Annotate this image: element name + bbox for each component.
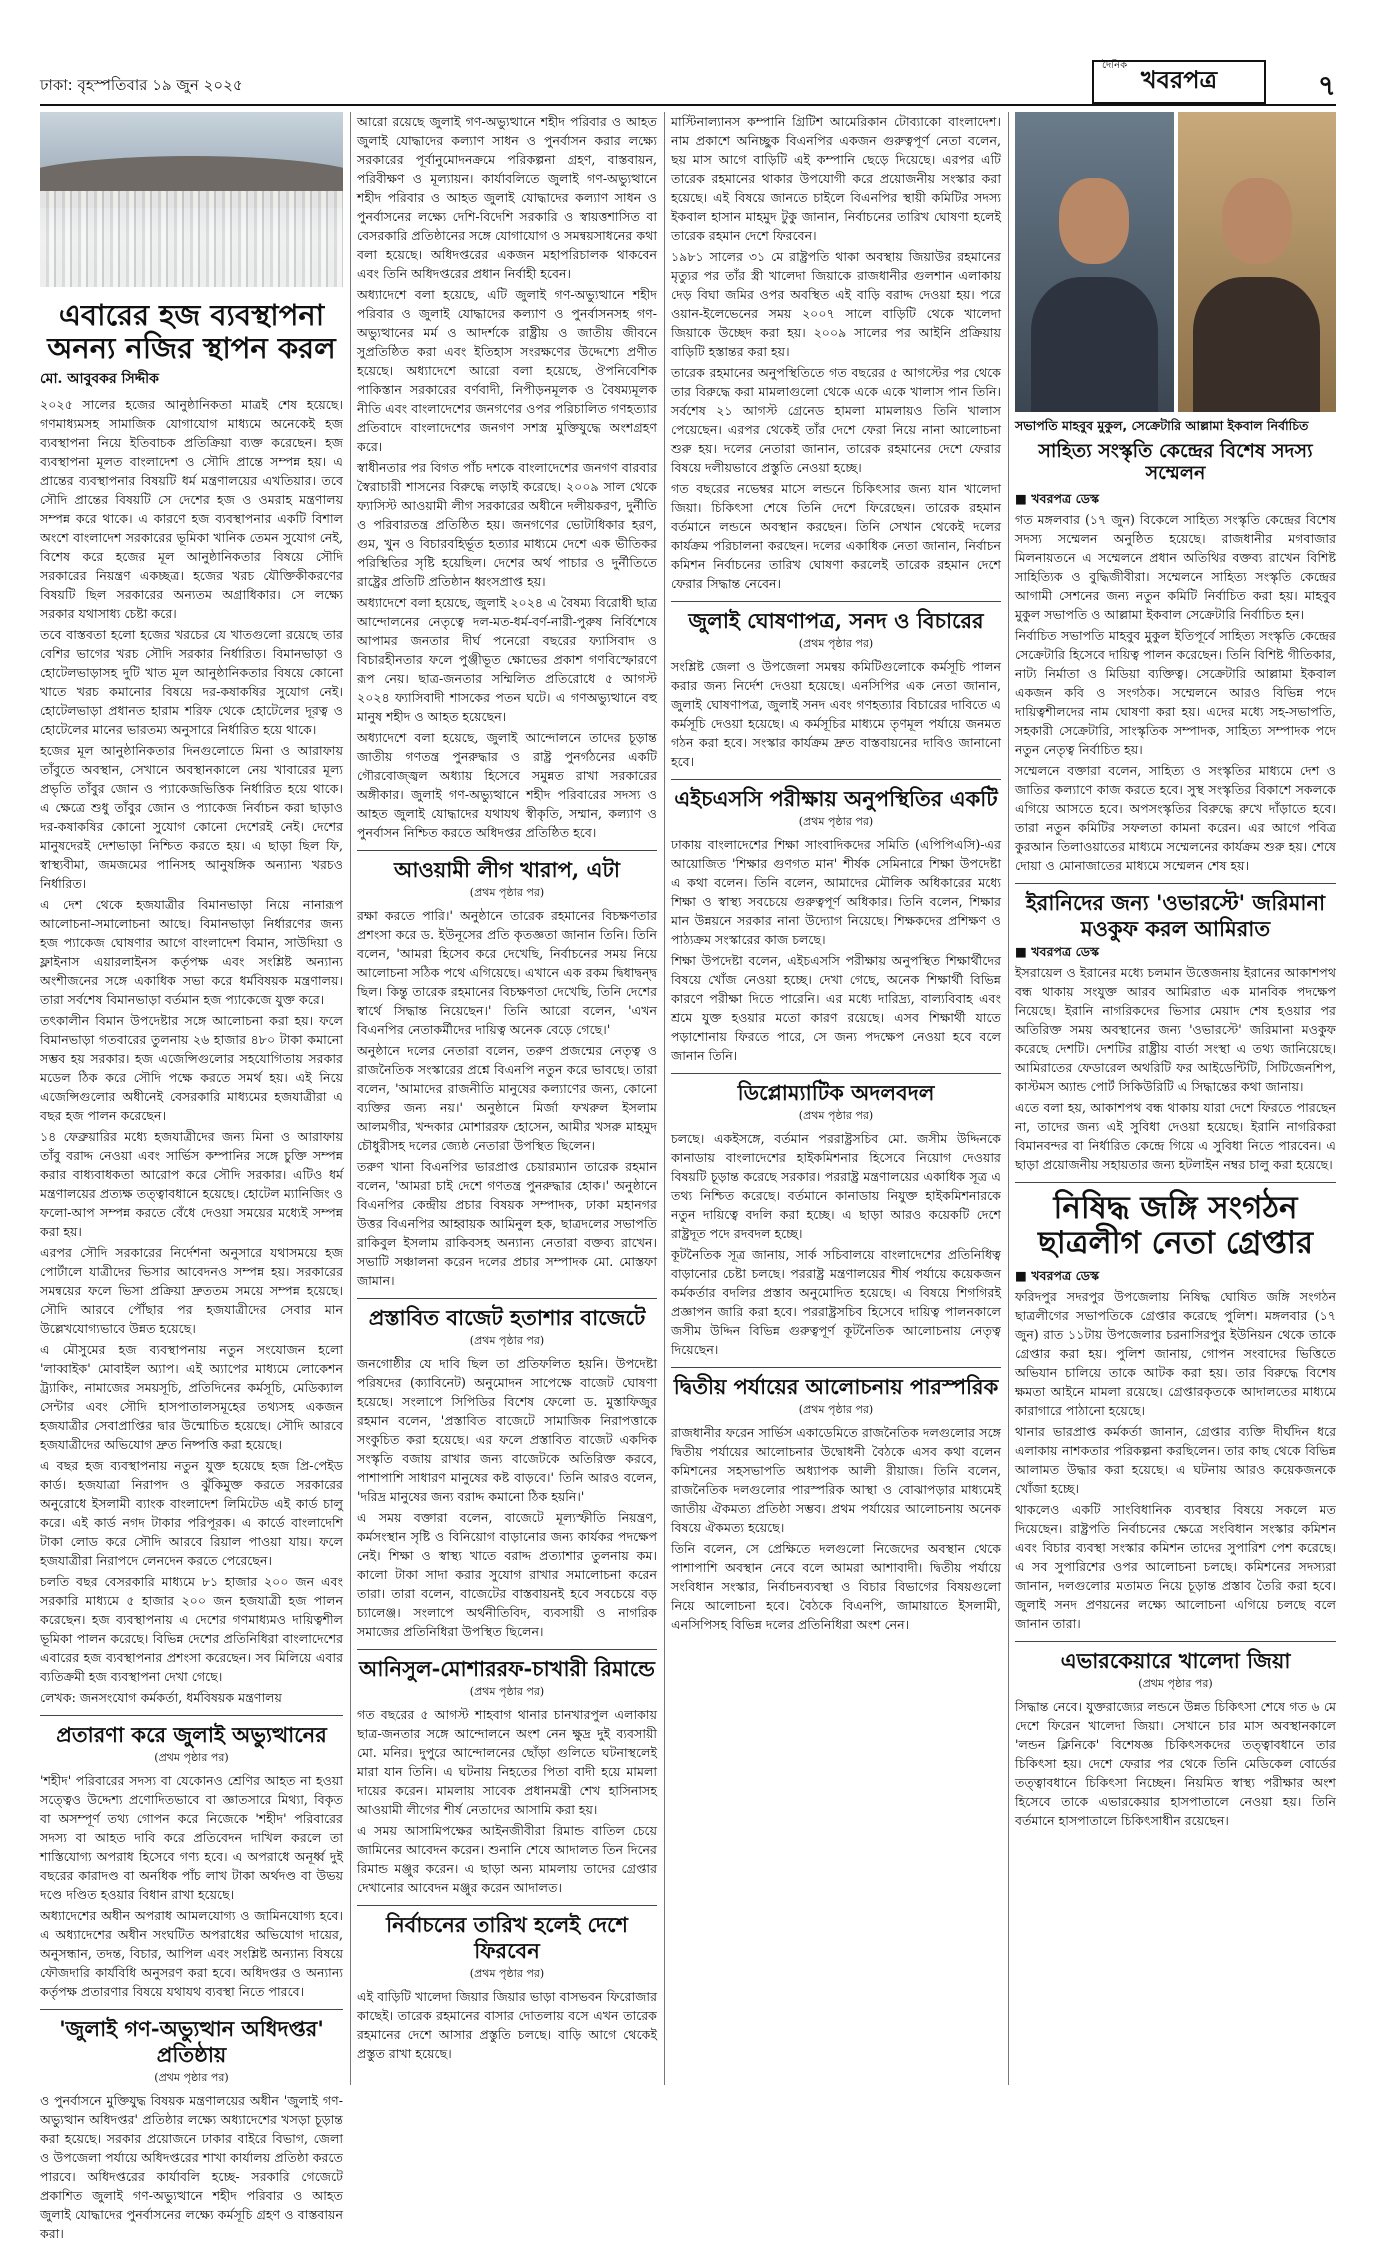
photo-caption: সভাপতি মাহবুব মুকুল, সেক্রেটারি আল্লামা ইকবাল নির্বাচিত — [1015, 418, 1309, 433]
article-text: শিক্ষা উপদেষ্টা বলেন, এইচএসসি পরীক্ষায় অনুপস্থিত শিক্ষার্থীদের বিষয়ে খোঁজ নেওয়া হচ্ছে। দেখা গেছে, অনেক শিক্ষার্থী বিভিন্ন কারণে পরীক্ষা দিতে পারেনি। এর মধ্যে দারিদ্র্য, বাল্যবিবাহ এবং শ্রমে যুক্ত হওয়ার মতো কারণ রয়েছে। এসব শিক্ষার্থী যাতে পড়াশোনায় ফিরতে পারে, সে জন্য পদক্ষেপ নেওয়া হবে বলে জানান তিনি। — [671, 953, 1001, 1063]
article-text: চলছে। একইসঙ্গে, বর্তমান পররাষ্ট্রসচিব মো. জসীম উদ্দিনকে কানাডায় বাংলাদেশের হাইকমিশনার হিসেবে নিয়োগ দেওয়ার বিষয়টি চূড়ান্ত করেছে সরকার। পররাষ্ট্র মন্ত্রণালয়ের একাধিক সূত্র এ তথ্য নিশ্চিত করেছে। বর্তমানে কানাডায় নিযুক্ত হাইকমিশনারকে নতুন দায়িত্বে বদলি করা হচ্ছে। এ ছাড়া আরও কয়েকটি দেশে রাষ্ট্রদূত পদে রদবদল হচ্ছে। — [671, 1131, 1001, 1241]
continuation-note: (প্রথম পৃষ্ঠার পর) — [798, 637, 874, 650]
photo-person-1 — [1015, 112, 1174, 412]
article-text: গত বছরের নভেম্বর মাসে লন্ডনে চিকিৎসার জন্য যান খালেদা জিয়া। চিকিৎসা শেষে তিনি দেশে ফিরেছেন। তারেক রহমান বর্তমানে লন্ডনে অবস্থান করছেন। তিনি সেখান থেকেই দলের কার্যক্রম পরিচালনা করছেন। দলের একাধিক নেতা জানান, নির্বাচন কমিশন নির্বাচনের তারিখ ঘোষণা করলেই তারেক রহমান দেশে ফেরার সিদ্ধান্ত নেবেন। — [671, 481, 1001, 591]
article-text: তৎকালীন বিমান উপদেষ্টার সঙ্গে আলোচনা করা হয়। ফলে বিমানভাড়া গতবারের তুলনায় ২৬ হাজার ৪৮০ টাকা কমানো সম্ভব হয় সরকার। হজ এজেন্সিগুলোর সহযোগিতায় সরকার মডেল ঠিক করে সৌদি পক্ষে করতে সমর্থ হয়। এই নিয়ে এজেন্সিগুলোর অধীনেই বেসরকারি মাধ্যমের হজযাত্রীরা এ বছর হজ পালন করেছেন। — [40, 1012, 343, 1123]
article-text: সিদ্ধান্ত নেবে। যুক্তরাজ্যের লন্ডনে উন্নত চিকিৎসা শেষে গত ৬ মে দেশে ফিরেন খালেদা জিয়া। সেখানে চার মাস অবস্থানকালে 'লন্ডন ক্লিনিকে' বিশেষজ্ঞ চিকিৎসকদের তত্ত্বাবধানে তার চিকিৎসা হয়। দেশে ফেরার পর থেকে তিনি মেডিকেল বোর্ডের তত্ত্বাবধানে চিকিৎসা নিচ্ছেন। নিয়মিত স্বাস্থ্য পরীক্ষার অংশ হিসেবে তাকে এভারকেয়ার হাসপাতালে নেওয়া হয়। তিনি বর্তমানে হাসপাতালে চিকিৎসাধীন রয়েছেন। — [1015, 1698, 1336, 1828]
article-text: ২০২৫ সালের হজের আনুষ্ঠানিকতা মাত্রই শেষ হয়েছে। গণমাধ্যমসহ সামাজিক যোগাযোগ মাধ্যমে অনেকেই হজ ব্যবস্থাপনা নিয়ে ইতিবাচক প্রতিক্রিয়া ব্যক্ত করেছেন। হজ ব্যবস্থাপনা মূলত বাংলাদেশ ও সৌদি প্রান্তে সম্পন্ন হয়। এ প্রান্তের ব্যবস্থাপনার বিষয়টি ধর্ম মন্ত্রণালয়ের এখতিয়ার। তবে সৌদি প্রান্তের বিষয়টি সে দেশের হজ ও ওমরাহ মন্ত্রণালয় সম্পন্ন করে থাকে। এ কারণে হজ ব্যবস্থাপনার একটি বিশাল অংশে বাংলাদেশ সরকারের ভূমিকা খানিক তেমন সুযোগ নেই, বিশেষ করে হজের মূল আনুষ্ঠানিকতার বিষয়ে সৌদি সরকারের নিয়ন্ত্রণ একচ্ছত্র। হজের খরচ যৌক্তিকীকরণের বিষয়টি ছিল সরকারের অন্যতম অগ্রাধিকার। সে লক্ষ্যে সরকার যথাসাধ্য চেষ্টা করে। — [40, 396, 343, 621]
headline-july-charter: জুলাই ঘোষণাপত্র, সনদ ও বিচারের — [671, 601, 1001, 634]
article-text: তরুণ খানা বিএনপির ভারপ্রাপ্ত চেয়ারম্যান তারেক রহমান বলেন, 'আমরা চাই দেশে গণতন্ত্র পুনরুদ্ধার হোক।' অনুষ্ঠানে বিএনপির কেন্দ্রীয় প্রচার বিষয়ক সম্পাদক, ঢাকা মহানগর উত্তর বিএনপির আহ্বায়ক আমিনুল হক, ছাত্রদলের সভাপতি রাকিবুল ইসলাম রাকিবসহ অন্যান্য নেতারা বক্তব্য রাখেন। সভাটি সঞ্চালনা করেন দলের প্রচার সম্পাদক মো. মোস্তফা জামান। — [357, 1159, 657, 1288]
continuation-note: (প্রথম পৃষ্ঠার পর) — [469, 1967, 545, 1980]
officials-photo — [1015, 112, 1336, 412]
article-text: এই বাড়িটি খালেদা জিয়ার জিয়ার ভাড়া বাসভবন ফিরোজার কাছেই। তারেক রহমানের বাসার দোতলায় বসে এখন তারেক রহমানের দেশে আসার প্রস্তুতি চলছে। বাড়ি আগে থেকেই প্রস্তুত রাখা হয়েছে। — [357, 1989, 657, 2061]
hajj-headline-line2: অনন্য নজির স্থাপন করল — [47, 331, 336, 366]
article-text: ঢাকায় বাংলাদেশের শিক্ষা সাংবাদিকদের সমিতি (এপিপিএসি)-এর আয়োজিত 'শিক্ষার গুণগত মান' শীর্ষক সেমিনারে শিক্ষা উপদেষ্টা এ কথা বলেন। তিনি বলেন, আমাদের মৌলিক অধিকারের মধ্যে শিক্ষা ও স্বাস্থ্য সবচেয়ে গুরুত্বপূর্ণ অধিকার। তিনি বলেন, শিক্ষার মান উন্নয়নে সরকার নানা উদ্যোগ নিয়েছে। শিক্ষকদের প্রশিক্ষণ ও পাঠ্যক্রম সংস্কারের কাজ চলছে। — [671, 837, 1001, 947]
article-text: রক্ষা করতে পারি।' অনুষ্ঠানে তারেক রহমানের বিচক্ষণতার প্রশংসা করে ড. ইউনূসের প্রতি কৃতজ্ঞতা জানান তিনি। তিনি বলেন, 'আমরা হিসেব করে দেখেছি, নির্বাচনের সময় নিয়ে আলোচনা সঠিক পথে এগিয়েছে। এখানে এক রকম দ্বিধাদ্বন্দ্ব ছিল। কিন্তু তারেক রহমানের বিচক্ষণতা দেখেছি, তিনি দেশের স্বার্থে সিদ্ধান্ত নিয়েছেন।' তিনি আরো বলেন, 'এখন বিএনপির নেতাকর্মীদের দায়িত্ব অনেক বেড়ে গেছে।' — [357, 908, 657, 1037]
author-note: লেখক: জনসংযোগ কর্মকর্তা, ধর্মবিষয়ক মন্ত্রণালয় — [40, 1689, 282, 1705]
article-text: 'শহীদ' পরিবারের সদস্য বা যেকোনও শ্রেণির আহত না হওয়া সত্ত্বেও উদ্দেশ্য প্রণোদিতভাবে বা জ্ঞাতসারে মিথ্যা, বিকৃত বা অসম্পূর্ণ তথ্য গোপন করে নিজেকে 'শহীদ' পরিবারের সদস্য বা আহত দাবি করে প্রতিবেদন দাখিল করলে তা শাস্তিযোগ্য অপরাধ হিসেবে গণ্য হবে। এ অপরাধে অনূর্ধ্ব দুই বছরের কারাদণ্ড বা অনধিক পাঁচ লাখ টাকা অর্থদণ্ড বা উভয় দণ্ডে দণ্ডিত হওয়ার বিধান রাখা হয়েছে। — [40, 1772, 343, 1902]
dateline: ঢাকা: বৃহস্পতিবার ১৯ জুন ২০২৫ — [40, 76, 243, 94]
article-text: ১৯৮১ সালের ৩১ মে রাষ্ট্রপতি থাকা অবস্থায় জিয়াউর রহমানের মৃত্যুর পর তাঁর স্ত্রী খালেদা জিয়াকে রাজধানীর গুলশান এলাকায় দেড় বিঘা জমির ওপর অবস্থিত এই বাড়ি বরাদ্দ দেওয়া হয়। পরে ওয়ান-ইলেভেনের সময় ২০০৭ সালে বাড়িটি থেকে খালেদা জিয়াকে উচ্ছেদ করা হয়। ২০০৯ সালের পর আইনি প্রক্রিয়ায় বাড়িটি হস্তান্তর করা হয়। — [671, 249, 1001, 359]
headline-return: নির্বাচনের তারিখ হলেই দেশে ফিরবেন — [357, 1905, 657, 1964]
article-text: ১৪ ফেব্রুয়ারির মধ্যে হজযাত্রীদের জন্য মিনা ও আরাফায় তাঁবু বরাদ্দ নেওয়া এবং সার্ভিস কম্পানির সঙ্গে চুক্তি সম্পন্ন করার বাধ্যবাধকতা আরোপ করে সৌদি সরকার। এটিও ধর্ম মন্ত্রণালয়ের প্রত্যক্ষ তত্ত্বাবধানে হয়েছে। হোটেল ম্যানিজিং ও ফলো-আপ সম্পন্ন করতে বেঁধে দেওয়া সময়ের মধ্যেই সম্পন্ন করা হয়। — [40, 1128, 343, 1239]
column-divider — [1008, 112, 1009, 2085]
headline-arrest — [1015, 1182, 1336, 1262]
photo-crowd — [40, 191, 343, 287]
article-text: জনগোষ্ঠীর যে দাবি ছিল তা প্রতিফলিত হয়নি। উপদেষ্টা পরিষদের (ক্যাবিনেট) অনুমোদন সাপেক্ষে বাজেট ঘোষণা হয়েছে। সংলাপে সিপিডির বিশেষ ফেলো ড. মুস্তাফিজুর রহমান বলেন, 'প্রস্তাবিত বাজেটে সামাজিক নিরাপত্তাকে সংকুচিত করা হয়েছে। এর ফলে প্রস্তাবিত বাজেট একদিক সংস্কৃতি বজায় রাখার জন্য বাজেটকে অতিরিক্ত করবে, পাশাপাশি সাধারণ মানুষের কষ্ট বাড়বে।' তিনি আরও বলেন, 'দরিদ্র মানুষের জন্য বরাদ্দ কমানো ঠিক হয়নি।' — [357, 1356, 657, 1504]
masthead — [1092, 60, 1266, 104]
headline-remand: আনিসুল-মোশাররফ-চাখারী রিমান্ডে — [357, 1649, 657, 1682]
person-head — [1059, 178, 1129, 264]
headline-awami-league: আওয়ামী লীগ খারাপ, এটা — [357, 850, 657, 883]
headline-directorate: 'জুলাই গণ-অভ্যুত্থান অধিদপ্তর' প্রতিষ্ঠায় — [40, 2009, 343, 2068]
page-number: ৭ — [1317, 69, 1336, 102]
article-text: এ বছর হজ ব্যবস্থাপনায় নতুন যুক্ত হয়েছে হজ প্রি-পেইড কার্ড। হজযাত্রা নিরাপদ ও ঝুঁকিমুক্ত করতে সরকারের অনুরোধে ইসলামী ব্যাংক বাংলাদেশ লিমিটেড এই কার্ড চালু করে। এই কার্ড নগদ টাকার পরিপূরক। এ কার্ডে বাংলাদেশি টাকা লোড করে সৌদি আরবে রিয়াল পাওয়া যায়। ফলে হজযাত্রীরা নিরাপদে লেনদেন করতে পেরেছেন। — [40, 1457, 343, 1568]
hajj-photo — [40, 112, 343, 287]
article-text: এরপর সৌদি সরকারের নির্দেশনা অনুসারে যথাসময়ে হজ পোর্টালে যাত্রীদের ভিসার আবেদনও সম্পন্ন হয়। সরকারের সমন্বয়ের ফলে ভিসা প্রক্রিয়া দ্রুততম সময়ে সম্পন্ন হয়েছে। সৌদি আরবে পৌঁছার পর হজযাত্রীদের সেবার মান উল্লেখযোগ্যভাবে উন্নত হয়েছে। — [40, 1244, 343, 1336]
masthead-small: দৈনিক — [1102, 60, 1128, 71]
headline-arrest-line2: ছাত্রলীগ নেতা গ্রেপ্তার — [1037, 1225, 1314, 1262]
headline-budget: প্রস্তাবিত বাজেট হতাশার বাজেটে — [357, 1298, 657, 1331]
article-text: সম্মেলনে বক্তারা বলেন, সাহিত্য ও সংস্কৃতির মাধ্যমে দেশ ও জাতির কল্যাণে কাজ করতে হবে। সুস্থ সংস্কৃতির বিকাশে সকলকে এগিয়ে আসতে হবে। অপসংস্কৃতির বিরুদ্ধে রুখে দাঁড়াতে হবে। তারা নতুন কমিটির সফলতা কামনা করেন। এর আগে পবিত্র কুরআন তিলাওয়াতের মাধ্যমে সম্মেলনের কার্যক্রম শুরু হয়। শেষে দোয়া ও মোনাজাতের মাধ্যমে সম্মেলন শেষ হয়। — [1015, 762, 1336, 873]
article-text: স্বাধীনতার পর বিগত পাঁচ দশকে বাংলাদেশের জনগণ বারবার স্বৈরাচারী শাসনের বিরুদ্ধে লড়াই করেছে। ২০০৯ সাল থেকে ফ্যাসিস্ট আওয়ামী লীগ সরকারের অধীনে দলীয়করণ, দুর্নীতি ও পরিবারতন্ত্র প্রতিষ্ঠিত হয়। জনগণের ভোটাধিকার হরণ, গুম, খুন ও বিচারবহির্ভূত হত্যার মাধ্যমে দেশে এক ভীতিকর পরিস্থিতির সৃষ্টি হয়েছিল। দেশের অর্থ পাচার ও দুর্নীতিতে রাষ্ট্রের প্রতিটি প্রতিষ্ঠান ধ্বংসপ্রাপ্ত হয়। — [357, 460, 657, 589]
continuation-note: (প্রথম পৃষ্ঠার পর) — [469, 1334, 545, 1347]
headline-hsc: এইচএসসি পরীক্ষায় অনুপস্থিতির একটি — [671, 779, 1001, 812]
article-text: অধ্যাদেশে বলা হয়েছে, জুলাই ২০২৪ এ বৈষম্য বিরোধী ছাত্র আন্দোলনের নেতৃত্বে দল-মত-ধর্ম-বর্ণ-নারী-পুরুষ নির্বিশেষে আপামর জনতার দীর্ঘ পনেরো বছরের ফ্যাসিবাদ ও বিচারহীনতার ফলে পুঞ্জীভূত ক্ষোভের প্রকাশ গণবিস্ফোরণে রূপ নেয়। ছাত্র-জনতার সম্মিলিত প্রতিরোধে ৫ আগস্ট ২০২৪ ফ্যাসিবাদী শাসকের পতন ঘটে। এ গণঅভ্যুত্থানে বহু মানুষ শহীদ ও আহত হয়েছেন। — [357, 595, 657, 724]
person-body — [1193, 277, 1320, 412]
person-body — [1031, 277, 1158, 412]
article-text: তারেক রহমানের অনুপস্থিতিতে গত বছরের ৫ আগস্টের পর থেকে তার বিরুদ্ধে করা মামলাগুলো থেকে একে একে খালাস পান তিনি। সর্বশেষ ২১ আগস্ট গ্রেনেড হামলা মামলায়ও তিনি খালাস পেয়েছেন। এরপর থেকেই তাঁর দেশে ফেরা নিয়ে নানা আলোচনা শুরু হয়। দলের নেতারা জানান, তারেক রহমানের দেশে ফেরার বিষয়ে দলীয়ভাবে প্রস্তুতি নেওয়া হচ্ছে। — [671, 365, 1001, 475]
headline-arrest-line1: নিষিদ্ধ জঙ্গি সংগঠন — [1053, 1189, 1298, 1226]
article-text: এ সময় আসামিপক্ষের আইনজীবীরা রিমান্ড বাতিল চেয়ে জামিনের আবেদন করেন। শুনানি শেষে আদালত তিন দিনের রিমান্ড মঞ্জুর করেন। এ ছাড়া অন্য মামলায় তাদের গ্রেপ্তার দেখানোর আবেদন মঞ্জুর করেন আদালত। — [357, 1823, 657, 1895]
headline-literature: সাহিত্য সংস্কৃতি কেন্দ্রের বিশেষ সদস্য সম্মেলন — [1038, 440, 1313, 484]
article-text: হজের মূল আনুষ্ঠানিকতার দিনগুলোতে মিনা ও আরাফায় তাঁবুতে অবস্থান, সেখানে অবস্থানকালে নেয় খাবারের মূল্য প্রভৃতি তাঁবুর জোন ও প্যাকেজভিত্তিক নির্ধারিত হয়ে থাকে। এ ক্ষেত্রে শুধু তাঁবুর জোন ও প্যাকেজ নির্বাচন করা ছাড়াও দর-কষাকষির কোনো সুযোগ কোনো দেশেরই নেই। দেশের মানুষদেরই দেশভাড়া নিশ্চিত করতে হয়। এ ছাড়া ছিল ফি, স্বাস্থ্যবীমা, জমজমের পানিসহ আনুষঙ্গিক অন্যান্য খরচও নির্ধারিত। — [40, 742, 343, 891]
article-text: তবে বাস্তবতা হলো হজের খরচের যে খাতগুলো রয়েছে তার বেশির ভাগের খরচ সৌদি সরকার নির্ধারিত। বিমানভাড়া ও হোটেলভাড়াসহ দুটি খাত মূল আনুষ্ঠানিকতার বিষয়ে কোনো খাতে খরচ কমানোর বিষয়ে দর-কষাকষির সুযোগ নেই। হোটেলভাড়া প্রধানত হারাম শরিফ থেকে হোটেলের দূরত্ব ও হোটেলের মানের ভারতম্য অনুসারে নির্ধারিত হয়ে থাকে। — [40, 626, 343, 737]
column-4 — [1015, 112, 1336, 1832]
masthead-title: খবরপত্র — [1140, 66, 1218, 94]
article-text: আরো রয়েছে জুলাই গণ-অভ্যুত্থানে শহীদ পরিবার ও আহত জুলাই যোদ্ধাদের কল্যাণ সাধন ও পুনর্বাসন করার লক্ষ্যে সরকারের পূর্বানুমোদনক্রমে পরিকল্পনা গ্রহণ, বাস্তবায়ন, পরিবীক্ষণ ও মূল্যায়ন। কার্যাবলিতে জুলাই গণ-অভ্যুত্থানে শহীদ পরিবার ও আহত জুলাই যোদ্ধাদের কল্যাণ সাধন ও পুনর্বাসনের লক্ষ্যে দেশি-বিদেশি সরকারি ও স্বায়ত্তশাসিত বা বেসরকারি প্রতিষ্ঠানের সঙ্গে যোগাযোগ ও সমন্বয়সাধনের কথা বলা হয়েছে। অধিদপ্তরের একজন মহাপরিচালক থাকবেন এবং তিনি অধিদপ্তরের প্রধান নির্বাহী হবেন। — [357, 114, 657, 281]
article-text: এতে বলা হয়, আকাশপথ বন্ধ থাকায় যারা দেশে ফিরতে পারছেন না, তাদের জন্য এই সুবিধা দেওয়া হয়েছে। ইরানি নাগরিকরা বিমানবন্দর বা নির্ধারিত কেন্দ্রে গিয়ে এ সুবিধা নিতে পারবেন। এ ছাড়া প্রয়োজনীয় সহায়তার জন্য হটলাইন নম্বর চালু করা হয়েছে। — [1015, 1099, 1336, 1172]
article-text: এ দেশ থেকে হজযাত্রীর বিমানভাড়া নিয়ে নানারূপ আলোচনা-সমালোচনা আছে। বিমানভাড়া নির্ধারণের জন্য হজ প্যাকেজ ঘোষণার আগে বাংলাদেশ বিমান, সাউদিয়া ও ফ্লাইনাস এয়ারলাইনস কর্তৃপক্ষ এবং সংশ্লিষ্ট অন্যান্য অংশীজনের সঙ্গে একাধিক সভা করে ধর্মবিষয়ক মন্ত্রণালয়। তারা সর্বশেষ বিমানভাড়া বর্তমান হজ প্যাকেজে যুক্ত করে। — [40, 896, 343, 1007]
continuation-note: (প্রথম পৃষ্ঠার পর) — [469, 1685, 545, 1698]
column-1 — [40, 112, 343, 2245]
person-head — [1222, 178, 1292, 264]
continuation-note: (প্রথম পৃষ্ঠার পর) — [154, 2070, 229, 2084]
article-text: ইসরায়েল ও ইরানের মধ্যে চলমান উত্তেজনায় ইরানের আকাশপথ বন্ধ থাকায় সংযুক্ত আরব আমিরাত এক মানবিক পদক্ষেপ নিয়েছে। ইরানি নাগরিকদের ভিসার মেয়াদ শেষ হওয়ার পর অতিরিক্ত সময় অবস্থানের জন্য 'ওভারস্টে' জরিমানা মওকুফ করেছে দেশটি। দেশটির রাষ্ট্রীয় বার্তা সংস্থা এ তথ্য জানিয়েছে। আমিরাতের ফেডারেল অথরিটি ফর আইডেন্টিটি, সিটিজেনশিপ, কাস্টমস অ্যান্ড পোর্ট সিকিউরিটি এ সিদ্ধান্তের কথা জানায়। — [1015, 964, 1336, 1094]
article-text: নির্বাচিত সভাপতি মাহবুব মুকুল ইতিপূর্বে সাহিত্য সংস্কৃতি কেন্দ্রের সেক্রেটারি হিসেবে দায়িত্ব পালন করেছেন। তিনি বিশিষ্ট গীতিকার, নাট্য নির্মাতা ও মিডিয়া ব্যক্তিত্ব। সেক্রেটারি আল্লামা ইকবাল একজন কবি ও সংগঠক। সম্মেলনে আরও বিভিন্ন পদে দায়িত্বশীলদের নাম ঘোষণা করা হয়। এদের মধ্যে সহ-সভাপতি, সহকারী সেক্রেটারি, সাংস্কৃতিক সম্পাদক, সাহিত্য সম্পাদক পদে নতুন নেতৃত্ব নির্বাচিত হয়। — [1015, 627, 1336, 757]
continuation-note: (প্রথম পৃষ্ঠার পর) — [1138, 1676, 1213, 1690]
article-text: এ সময় বক্তারা বলেন, বাজেটে মূল্যস্ফীতি নিয়ন্ত্রণ, কর্মসংস্থান সৃষ্টি ও বিনিয়োগ বাড়ানোর জন্য কার্যকর পদক্ষেপ নেই। শিক্ষা ও স্বাস্থ্য খাতে বরাদ্দ প্রত্যাশার তুলনায় কম। কালো টাকা সাদা করার সুযোগ রাখার সমালোচনা করেন তারা। তারা বলেন, বাজেটের বাস্তবায়নই হবে সবচেয়ে বড় চ্যালেঞ্জ। সংলাপে অর্থনীতিবিদ, ব্যবসায়ী ও নাগরিক সমাজের প্রতিনিধিরা উপস্থিত ছিলেন। — [357, 1510, 657, 1639]
continuation-note: (প্রথম পৃষ্ঠার পর) — [798, 1109, 874, 1122]
headline-diplomatic: ডিপ্লোম্যাটিক অদলবদল — [671, 1073, 1001, 1106]
column-divider — [664, 112, 665, 2085]
article-text: চলতি বছর বেসরকারি মাধ্যমে ৮১ হাজার ২০০ জন এবং সরকারি মাধ্যমে ৫ হাজার ২০০ জন হজযাত্রী হজ পালন করেছেন। হজ ব্যবস্থাপনায় এ দেশের গণমাধ্যমও দায়িত্বশীল ভূমিকা পালন করেছে। বিভিন্ন দেশের প্রতিনিধিরা বাংলাদেশের এবারের হজ ব্যবস্থাপনার প্রশংসা করেছেন। সব মিলিয়ে এবার ব্যতিক্রমী হজ ব্যবস্থাপনা দেখা গেছে। — [40, 1573, 343, 1684]
headline-fraud: প্রতারণা করে জুলাই অভ্যুত্থানের — [40, 1715, 343, 1748]
continuation-note: (প্রথম পৃষ্ঠার পর) — [798, 815, 874, 828]
article-text: রাজধানীর ফরেন সার্ভিস একাডেমিতে রাজনৈতিক দলগুলোর সঙ্গে দ্বিতীয় পর্যায়ের আলোচনার উদ্বোধনী বৈঠকে এসব কথা বলেন কমিশনের সহসভাপতি অধ্যাপক আলী রীয়াজ। তিনি বলেন, রাজনৈতিক দলগুলোর পারস্পরিক আস্থা ও বোঝাপড়ার মাধ্যমেই জাতীয় ঐকমত্য প্রতিষ্ঠা সম্ভব। প্রথম পর্যায়ের আলোচনায় অনেক বিষয়ে ঐকমত্য হয়েছে। — [671, 1425, 1001, 1535]
article-text: সংশ্লিষ্ট জেলা ও উপজেলা সমন্বয় কমিটিগুলোকে কর্মসূচি পালন করার জন্য নির্দেশ দেওয়া হয়েছে। এনসিপির এক নেতা জানান, জুলাই ঘোষণাপত্র, জুলাই সনদ এবং গণহত্যার বিচারের দাবিতে এ কর্মসূচি দেওয়া হয়েছে। এ কর্মসূচির মাধ্যমে তৃণমূল পর্যায়ে জনমত গঠন করা হবে। সংস্কার কার্যক্রম দ্রুত বাস্তবায়নের দাবিও জানানো হবে। — [671, 659, 1001, 769]
page-header — [40, 60, 1336, 104]
header-rule — [40, 104, 1336, 106]
hajj-headline — [40, 299, 343, 366]
article-text: অধ্যাদেশে বলা হয়েছে, এটি জুলাই গণ-অভ্যুত্থানে শহীদ পরিবার ও জুলাই যোদ্ধাদের কল্যাণ ও পুনর্বাসনসহ গণ-অভ্যুত্থানের মর্ম ও আদর্শকে রাষ্ট্রীয় ও জাতীয় জীবনে সুপ্রতিষ্ঠিত করা এবং ইতিহাস সংরক্ষণের উদ্দেশ্যে প্রণীত হয়েছে। অধ্যাদেশে আরো বলা হয়েছে, ঔপনিবেশিক পাকিস্তান সরকারের বর্ণবাদী, নিপীড়নমূলক ও বৈষম্যমূলক নীতি এবং বাংলাদেশের জনগণের ওপর পরিচালিত গণহত্যার প্রতিবাদে বাংলাদেশের জনগণ সশস্ত্র মুক্তিযুদ্ধে অংশগ্রহণ করে। — [357, 287, 657, 454]
article-text: থাকলেও একটি সাংবিধানিক ব্যবস্থার বিষয়ে সকলে মত দিয়েছেন। রাষ্ট্রপতি নির্বাচনের ক্ষেত্রে সংবিধান সংস্কার কমিশন এবং বিচার ব্যবস্থা সংস্কার কমিশন তাদের সুপারিশ পেশ করেছে। এ সব সুপারিশের ওপর আলোচনা চলছে। কমিশনের সদস্যরা জানান, দলগুলোর মতামত নিয়ে চূড়ান্ত প্রস্তাব তৈরি করা হবে। জুলাই সনদ প্রণয়নের লক্ষ্যে আলোচনা এগিয়ে চলছে বলে জানান তারা। — [1015, 1501, 1336, 1631]
desk-credit: ■ খবরপত্র ডেস্ক — [1015, 490, 1100, 506]
article-text: অধ্যাদেশে বলা হয়েছে, জুলাই আন্দোলনে তাদের চূড়ান্ত জাতীয় গণতন্ত্র পুনরুদ্ধার ও রাষ্ট্র পুনর্গঠনের একটি গৌরবোজ্জ্বল অধ্যায় হিসেবে সমুন্নত রাখা সরকারের অঙ্গীকার। জুলাই গণ-অভ্যুত্থানে শহীদ পরিবারের সদস্য ও আহত জুলাই যোদ্ধাদের যথাযথ স্বীকৃতি, সম্মান, কল্যাণ ও পুনর্বাসন নিশ্চিত করতে অধিদপ্তর প্রতিষ্ঠিত হবে। — [357, 730, 657, 840]
headline-evercare: এভারকেয়ারে খালেদা জিয়া — [1015, 1641, 1336, 1674]
column-divider — [350, 112, 351, 2085]
desk-credit: ■ খবরপত্র ডেস্ক — [1015, 1267, 1100, 1283]
byline: মো. আবুবকর সিদ্দীক — [40, 370, 159, 387]
article-text: ফরিদপুর সদরপুর উপজেলায় নিষিদ্ধ ঘোষিত জঙ্গি সংগঠন ছাত্রলীগের সভাপতিকে গ্রেপ্তার করেছে পুলিশ। মঙ্গলবার (১৭ জুন) রাত ১১টায় উপজেলার চরনাসিরপুর ইউনিয়ন থেকে তাকে গ্রেপ্তার করা হয়। পুলিশ জানায়, গোপন সংবাদের ভিত্তিতে অভিযান চালিয়ে তাকে আটক করা হয়। তার বিরুদ্ধে বিশেষ ক্ষমতা আইনে মামলা রয়েছে। গ্রেপ্তারকৃতকে আদালতের মাধ্যমে কারাগারে পাঠানো হয়েছে। — [1015, 1288, 1336, 1418]
desk-credit: ■ খবরপত্র ডেস্ক — [1015, 943, 1100, 959]
continuation-note: (প্রথম পৃষ্ঠার পর) — [469, 886, 545, 899]
article-text: এ মৌসুমের হজ ব্যবস্থাপনায় নতুন সংযোজন হলো 'লাব্বাইক' মোবাইল অ্যাপ। এই অ্যাপের মাধ্যমে লোকেশন ট্র্যাকিং, নামাজের সময়সূচি, প্রতিদিনের কর্মসূচি, মেডিক্যাল সেন্টার এবং সৌদি হাসপাতালসমূহের তথ্যসহ একজন হজযাত্রীর সেবাপ্রাপ্তির দ্বার উন্মোচিত হয়েছে। সৌদি আরবে হজযাত্রীদের অভিযোগ দ্রুত নিষ্পত্তি করা হয়েছে। — [40, 1341, 343, 1452]
headline-uae: ইরানিদের জন্য 'ওভারস্টে' জরিমানা মওকুফ করল আমিরাত — [1015, 883, 1336, 942]
article-text: তিনি বলেন, সে প্রেক্ষিতে দলগুলো নিজেদের অবস্থান থেকে পাশাপাশি অবস্থান নেবে বলে আমরা আশাবাদী। দ্বিতীয় পর্যায়ে সংবিধান সংস্কার, নির্বাচনব্যবস্থা ও বিচার বিভাগের বিষয়গুলো নিয়ে আলোচনা হবে। বৈঠকে বিএনপি, জামায়াতে ইসলামী, এনসিপিসহ বিভিন্ন দলের প্রতিনিধিরা অংশ নেন। — [671, 1541, 1001, 1632]
continuation-note: (প্রথম পৃষ্ঠার পর) — [798, 1403, 874, 1416]
article-text: মাস্টিনাল্যানস কম্পানি গ্রিটিশ আমেরিকান টোব্যাকো বাংলাদেশ। নাম প্রকাশে অনিচ্ছুক বিএনপির একজন গুরুত্বপূর্ণ নেতা বলেন, ছয় মাস আগে বাড়িটি এই কম্পানি ছেড়ে দিয়েছে। এরপর এটি তারেক রহমানের থাকার উপযোগী করে প্রয়োজনীয় সংস্কার করা হয়েছে। এই বিষয়ে জানতে চাইলে বিএনপির স্থায়ী কমিটির সদস্য ইকবাল হাসান মাহমুদ টুকু জানান, নির্বাচনের তারিখ ঘোষণা হলেই তারেক রহমান দেশে ফিরবেন। — [671, 114, 1001, 243]
photo-person-2 — [1178, 112, 1337, 412]
continuation-note: (প্রথম পৃষ্ঠার পর) — [154, 1750, 229, 1764]
article-text: অনুষ্ঠানে দলের নেতারা বলেন, তরুণ প্রজন্মের নেতৃত্ব ও রাজনৈতিক সংস্কারের প্রশ্নে বিএনপি নতুন করে ভাবছে। তারা বলেন, 'আমাদের রাজনীতি মানুষের কল্যাণের জন্য, কোনো ব্যক্তির জন্য নয়।' অনুষ্ঠানে মির্জা ফখরুল ইসলাম আলমগীর, খন্দকার মোশাররফ হোসেন, আমীর খসরু মাহমুদ চৌধুরীসহ দলের জ্যেষ্ঠ নেতারা উপস্থিত ছিলেন। — [357, 1043, 657, 1153]
article-text: ও পুনর্বাসনে মুক্তিযুদ্ধ বিষয়ক মন্ত্রণালয়ের অধীন 'জুলাই গণ-অভ্যুত্থান অধিদপ্তর' প্রতিষ্ঠার লক্ষ্যে অধ্যাদেশের খসড়া চূড়ান্ত করা হয়েছে। সরকার প্রয়োজনে ঢাকার বাইরে বিভাগ, জেলা ও উপজেলা পর্যায়ে অধিদপ্তরের শাখা কার্যালয় প্রতিষ্ঠা করতে পারবে। অধিদপ্তরের কার্যাবলি হচ্ছে- সরকারি গেজেটে প্রকাশিত জুলাই গণ-অভ্যুত্থানে শহীদ পরিবার ও আহত জুলাই যোদ্ধাদের পুনর্বাসনের লক্ষ্যে কর্মসূচি গ্রহণ ও বাস্তবায়ন করা। — [40, 2092, 343, 2241]
article-text: থানার ভারপ্রাপ্ত কর্মকর্তা জানান, গ্রেপ্তার ব্যক্তি দীর্ঘদিন ধরে এলাকায় নাশকতার পরিকল্পনা করছিলেন। তার কাছ থেকে বিভিন্ন আলামত উদ্ধার করা হয়েছে। এ ঘটনায় আরও কয়েকজনকে খোঁজা হচ্ছে। — [1015, 1423, 1336, 1496]
headline-second-phase: দ্বিতীয় পর্যায়ের আলোচনায় পারস্পরিক — [671, 1367, 1001, 1400]
column-2 — [357, 112, 657, 2065]
column-3 — [671, 112, 1001, 1636]
article-text: গত বছরের ৫ আগস্ট শাহবাগ থানার চানখারপুল এলাকায় ছাত্র-জনতার সঙ্গে আন্দোলনে অংশ নেন ক্ষুদ্র দুই ব্যবসায়ী মো. মনির। দুপুরে আন্দোলনের ছোঁড়া গুলিতে ঘটনাস্থলেই মারা যান তিনি। এ ঘটনায় নিহতের পিতা বাদী হয়ে মামলা দায়ের করেন। মামলায় সাবেক প্রধানমন্ত্রী শেখ হাসিনাসহ আওয়ামী লীগের শীর্ষ নেতাদের আসামি করা হয়। — [357, 1707, 657, 1817]
hajj-headline-line1: এবারের হজ ব্যবস্থাপনা — [58, 298, 325, 332]
article-text: কূটনৈতিক সূত্র জানায়, সার্ক সচিবালয়ে বাংলাদেশের প্রতিনিধিত্ব বাড়ানোর চেষ্টা চলছে। পররাষ্ট্র মন্ত্রণালয়ের শীর্ষ পর্যায়ে কয়েকজন কর্মকর্তার বদলির প্রস্তাব অনুমোদিত হয়েছে। এ বিষয়ে শিগগিরই প্রজ্ঞাপন জারি করা হবে। পররাষ্ট্রসচিব হিসেবে দায়িত্ব পালনকালে জসীম উদ্দিন বিভিন্ন গুরুত্বপূর্ণ কূটনৈতিক আলোচনায় নেতৃত্ব দিয়েছেন। — [671, 1247, 1001, 1357]
article-text: গত মঙ্গলবার (১৭ জুন) বিকেলে সাহিত্য সংস্কৃতি কেন্দ্রের বিশেষ সদস্য সম্মেলন অনুষ্ঠিত হয়েছে। রাজধানীর মগবাজার মিলনায়তনে এ সম্মেলনে প্রধান অতিথির বক্তব্য রাখেন বিশিষ্ট সাহিত্যিক ও বুদ্ধিজীবীরা। সম্মেলনে সাহিত্য সংস্কৃতি কেন্দ্রের আগামী সেশনের জন্য নতুন কমিটি নির্বাচিত করা হয়। মাহবুব মুকুল সভাপতি ও আল্লামা ইকবাল সেক্রেটারি নির্বাচিত হন। — [1015, 511, 1336, 622]
article-text: অধ্যাদেশের অধীন অপরাধ আমলযোগ্য ও জামিনযোগ্য হবে। এ অধ্যাদেশের অধীন সংঘটিত অপরাধের অভিযোগ দায়ের, অনুসন্ধান, তদন্ত, বিচার, আপিল এবং সংশ্লিষ্ট অন্যান্য বিষয়ে ফৌজদারি কার্যবিধি অনুসরণ করা হবে। অধিদপ্তর ও অন্যান্য কর্তৃপক্ষ প্রতারণার বিষয়ে যথাযথ ব্যবস্থা নিতে পারবে। — [40, 1907, 343, 1999]
